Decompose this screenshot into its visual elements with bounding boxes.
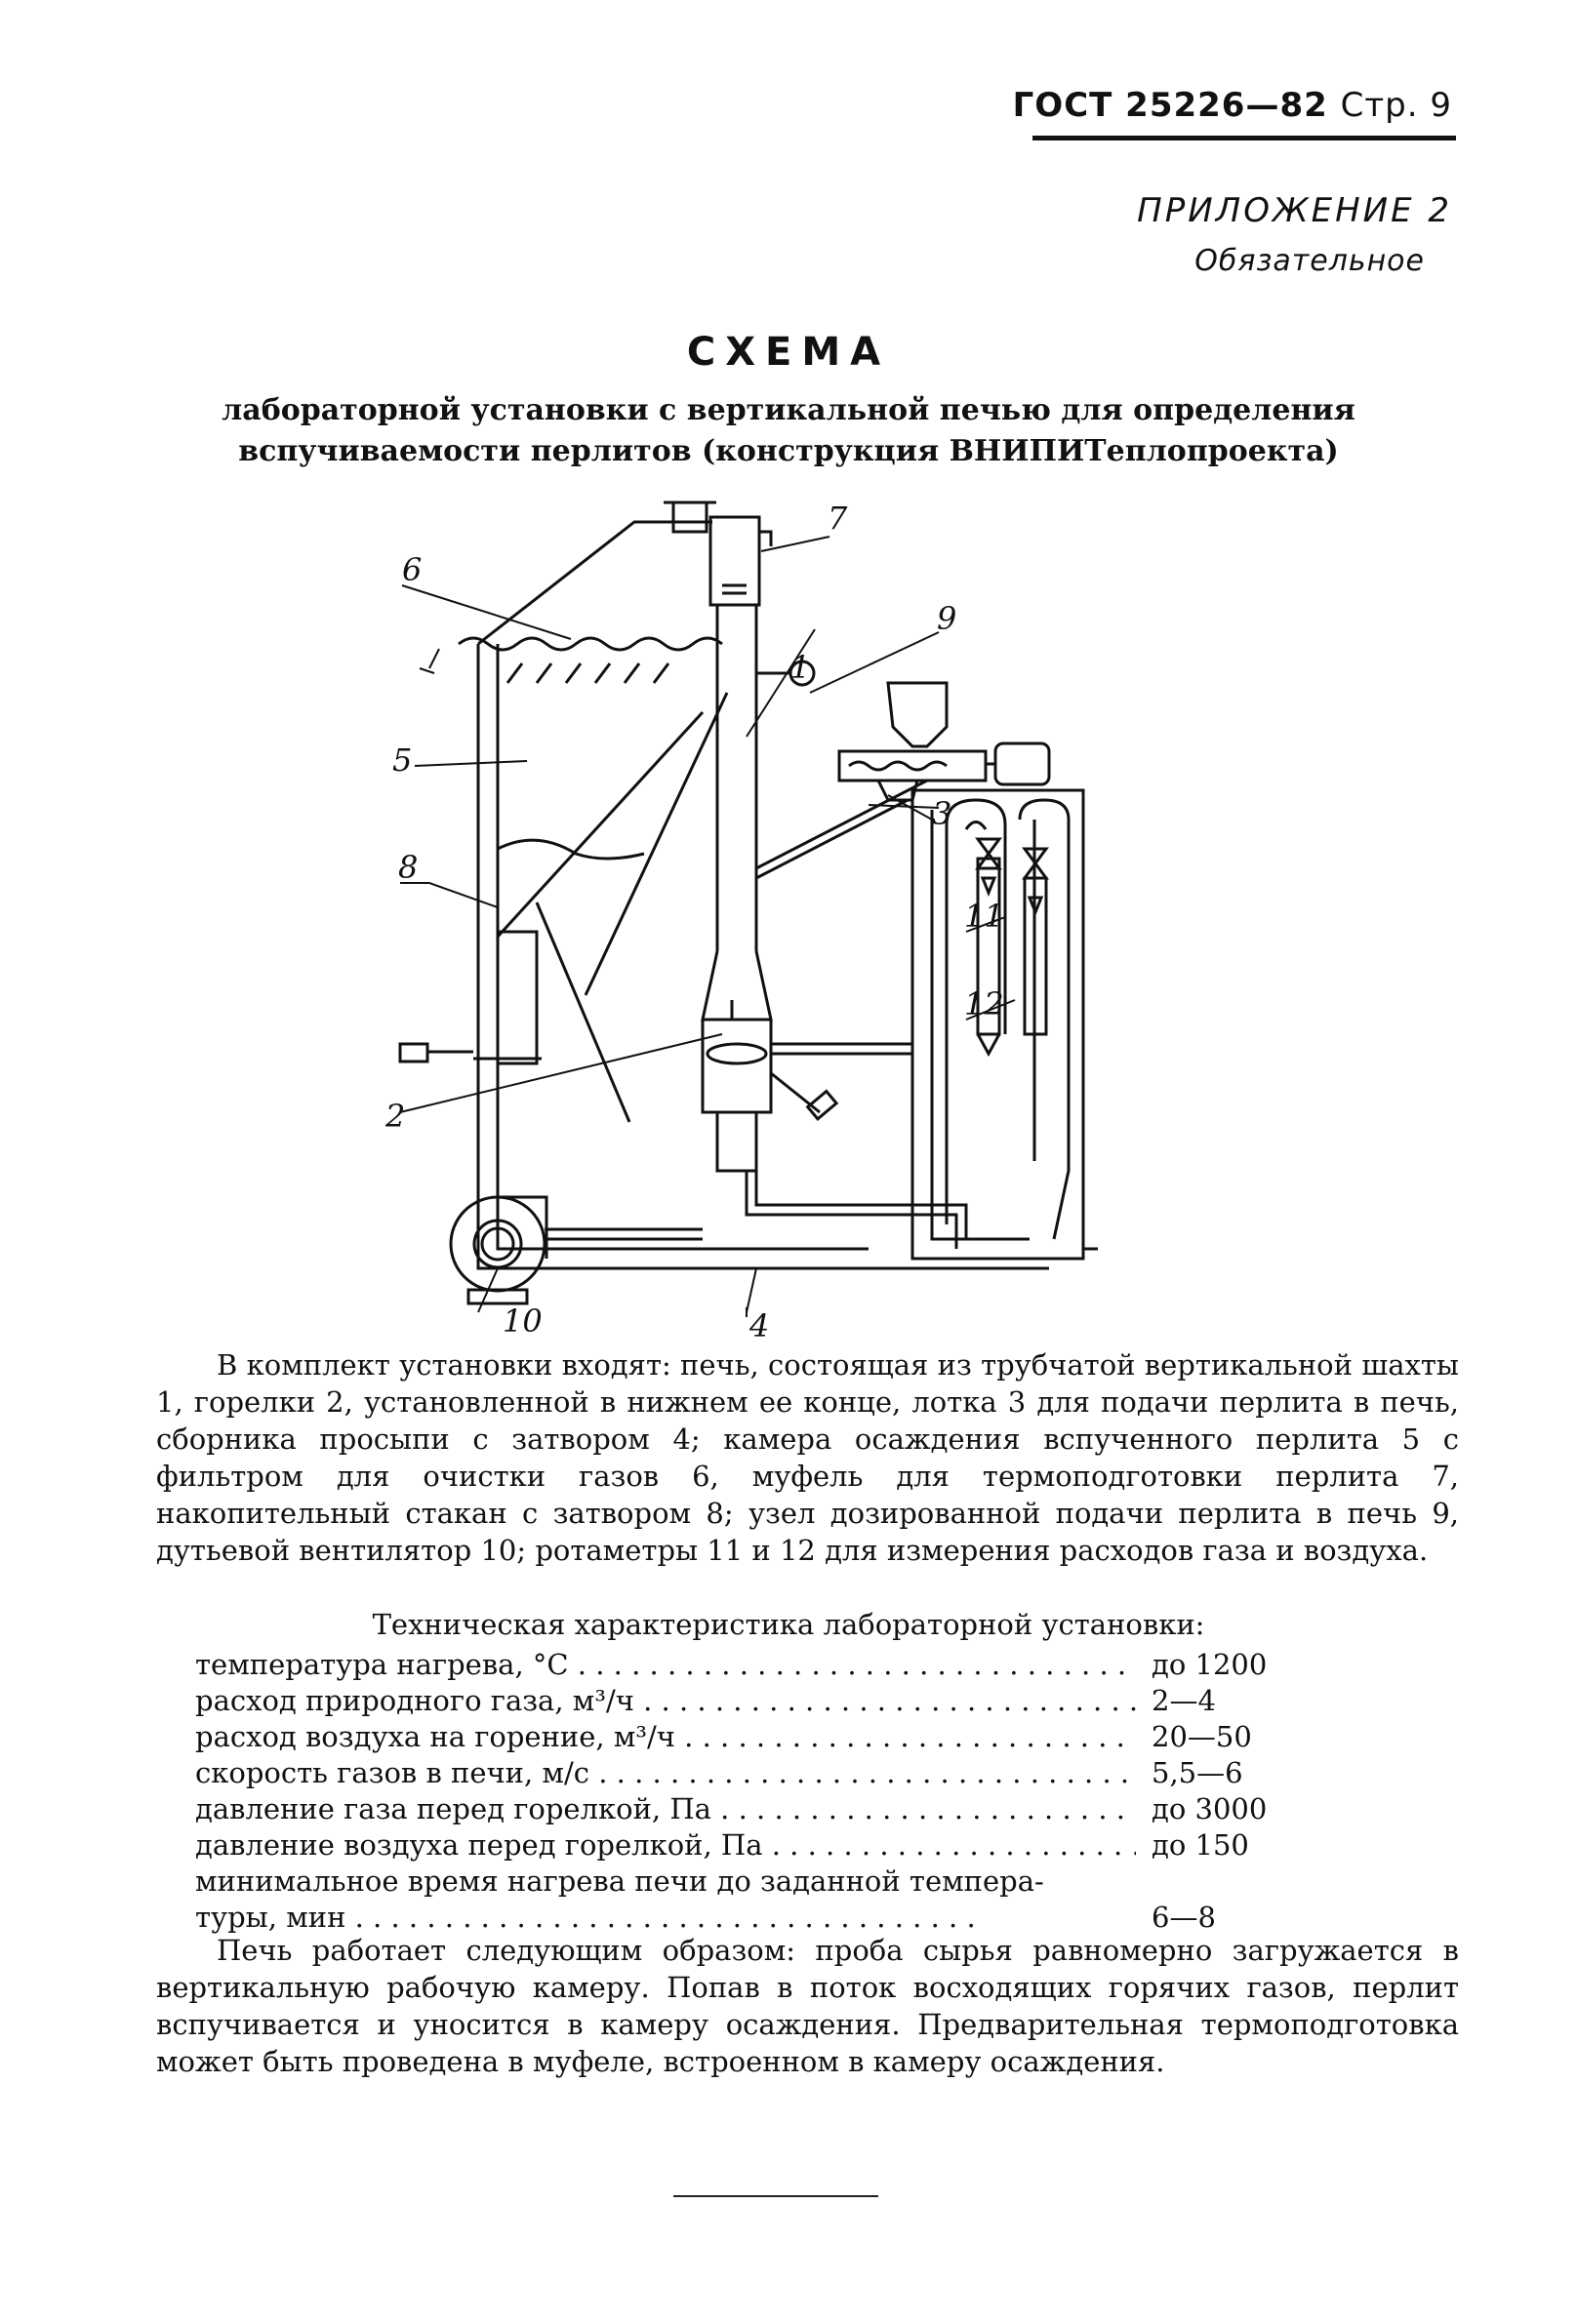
exhaust-pipe [673,502,707,532]
spec-value: до 150 [1152,1828,1249,1862]
spec-value: 6—8 [1152,1901,1216,1934]
page-number: Стр. 9 [1340,86,1452,125]
label-7: 7 [828,500,848,537]
settling-chamber-outline [478,644,1049,1268]
spec-value: 5,5—6 [1152,1756,1243,1789]
label-4: 4 [749,1307,770,1337]
installation-diagram-svg [381,488,1142,1337]
storage-cup [498,932,537,1063]
spec-name: расход воздуха на горение, м³/ч . . . [195,1719,1136,1755]
page-header [1013,86,1452,125]
label-8: 8 [398,849,419,886]
schema-title: СХЕМА [686,330,891,375]
spec-row [195,1719,1313,1755]
schema-subtitle-line2: вспучиваемости перлитов (конструкция ВНИПИТеплопроекта) [238,434,1339,468]
label-6: 6 [402,551,423,588]
spec-name: давление газа перед горелкой, Па . . . [195,1791,1136,1827]
spec-name: давление воздуха перед горелкой, Па . . . [195,1827,1136,1863]
settling-chamber-roof [478,522,712,644]
spec-value: до 1200 [1152,1648,1268,1681]
spec-value: до 3000 [1152,1792,1268,1825]
composition-paragraph: В комплект установки входят: печь, состоящая из трубчатой вертикальной шахты 1, горелки 2, установленной в нижнем ее конце, лотка 3 для подачи перлита в печь, сборника просыпи с затвором 4; камера осаждения вспученного перлита 5 с фильтром для очистки газов 6, муфель для термоподготовки перлита 7, накопительный стакан с затвором 8; узел дозированной подачи перлита в печь 9, дутьевой вентилятор 10; ротаметры 11 и 12 для измерения расходов газа и воздуха. [156,1348,1459,1567]
appendix-title: ПРИЛОЖЕНИЕ 2 [1137,191,1452,230]
appendix-status: Обязательное [1194,244,1425,278]
spec-value: 2—4 [1152,1684,1216,1717]
installation-diagram [381,488,1142,1337]
burner [703,1020,771,1112]
spec-row [195,1900,1313,1936]
spec-row-multiline [195,1863,1313,1900]
dosing-hopper [888,683,947,746]
spec-row [195,1647,1313,1683]
spec-name: расход природного газа, м³/ч . . . [195,1683,1136,1719]
label-2: 2 [385,1098,406,1135]
dosing-motor [995,743,1049,784]
schema-subtitle-line1: лабораторной установки с вертикальной печью для определения [222,393,1355,427]
spec-row [195,1827,1313,1863]
spec-row [195,1755,1313,1791]
header-rule [1032,136,1456,140]
spec-name: скорость газов в печи, м/с . . . [195,1755,1136,1791]
footer-rule [673,2195,878,2197]
dosing-conveyor [839,751,986,781]
label-9: 9 [937,600,957,637]
operation-paragraph: Печь работает следующим образом: проба сырья равномерно загружается в вертикальную рабочую камеру. Попав в поток восходящих горячих газов, перлит вспучивается и уносится в камеру осаждения. Предварительная термоподготовка может быть проведена в муфеле, встроенном в камеру осаждения. [156,1934,1459,2078]
label-12: 12 [964,985,1004,1022]
spec-name-line1: минимальное время нагрева печи до заданной темпера- [195,1864,1044,1898]
feed-tray [756,781,927,868]
schema-subtitle [0,390,1577,472]
label-11: 11 [964,898,1004,935]
label-1: 1 [790,649,811,686]
spec-table [195,1647,1313,1936]
spec-name: температура нагрева, °С . . . [195,1647,1136,1683]
spec-row [195,1791,1313,1827]
spec-value: 20—50 [1152,1720,1252,1753]
spec-name-line2: туры, мин . . . [195,1900,1136,1936]
tech-heading: Техническая характеристика лабораторной установки: [372,1608,1205,1641]
label-5: 5 [392,741,413,779]
standard-number: ГОСТ 25226—82 [1012,86,1328,125]
label-10: 10 [503,1302,543,1337]
spec-row [195,1683,1313,1719]
label-3: 3 [932,795,952,832]
